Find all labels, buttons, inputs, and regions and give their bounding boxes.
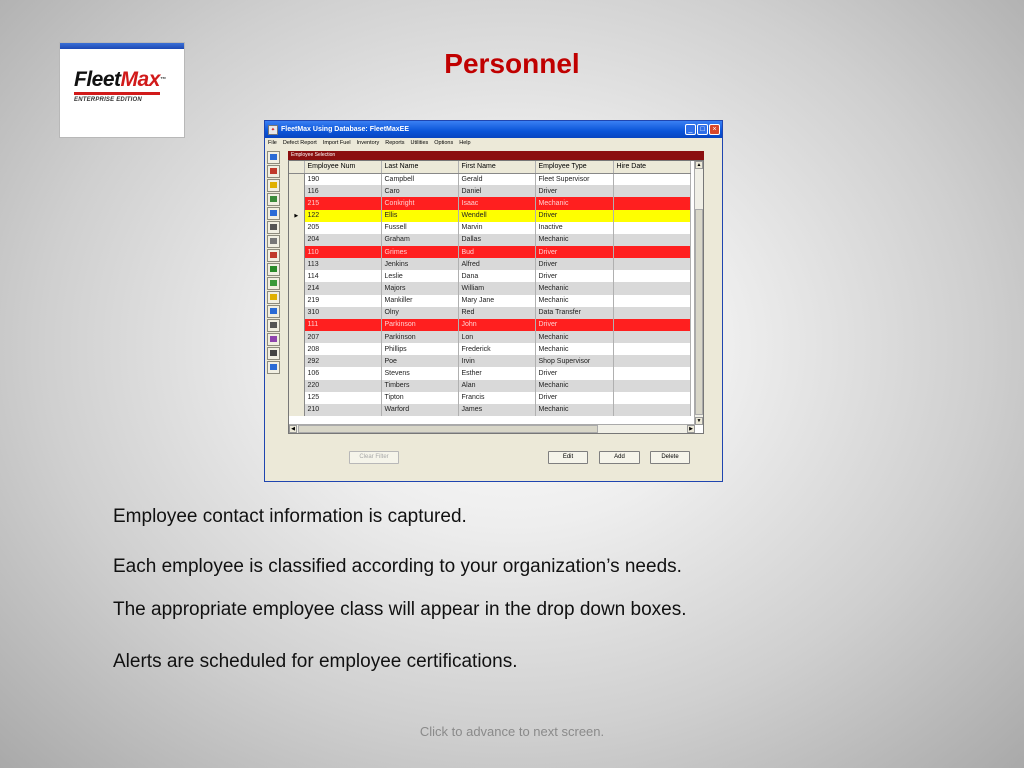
last-name-cell[interactable]: Olny [381,307,458,319]
paint-icon [270,336,277,342]
last-name-cell[interactable]: Warford [381,404,458,416]
row-selector[interactable] [289,380,304,392]
table-row[interactable] [289,197,690,209]
last-name-cell[interactable]: Jenkins [381,258,458,270]
row-selector[interactable] [289,185,304,197]
table-row[interactable] [289,210,690,222]
hire-date-cell[interactable] [613,392,690,404]
edit-button[interactable]: Edit [548,451,588,464]
panel-title: Employee Selection [288,151,704,160]
logo-brand-max: Max [120,68,160,91]
last-name-cell[interactable]: Caro [381,185,458,197]
employee-type-cell[interactable]: Driver [535,392,613,404]
table-row[interactable] [289,404,690,416]
employee-num-cell[interactable]: 190 [304,173,381,185]
form-icon [270,196,277,202]
column-header-employee-type[interactable]: Employee Type [535,161,613,173]
row-selector[interactable] [289,343,304,355]
employee-type-cell[interactable]: Mechanic [535,404,613,416]
toolbar-button[interactable] [267,361,280,374]
employee-num-cell[interactable]: 205 [304,222,381,234]
employee-type-cell[interactable]: Mechanic [535,380,613,392]
menu-help[interactable]: Help [459,140,471,146]
minimize-button[interactable]: _ [685,124,696,135]
last-name-cell[interactable]: Graham [381,234,458,246]
hire-date-cell[interactable] [613,404,690,416]
bullet-text: Alerts are scheduled for employee certifications. [113,651,518,672]
last-name-cell[interactable]: Leslie [381,270,458,282]
toolbar-button[interactable] [267,221,280,234]
vehicle-icon [270,168,277,174]
last-name-cell[interactable]: Ellis [381,210,458,222]
app-icon: ✦ [268,125,278,135]
fuel-icon [270,266,277,272]
table-row[interactable] [289,331,690,343]
menu-bar [265,138,722,148]
row-selector[interactable] [289,234,304,246]
employee-selection-panel [288,151,704,434]
first-name-cell[interactable]: Bud [458,246,535,258]
first-name-cell[interactable]: Red [458,307,535,319]
table-row[interactable] [289,343,690,355]
menu-inventory[interactable]: Inventory [356,140,380,146]
employee-num-cell[interactable]: 122 [304,210,381,222]
user-icon [270,294,277,300]
fleetmax-window [264,120,723,482]
row-selector[interactable] [289,197,304,209]
logo-subtitle: ENTERPRISE EDITION [74,97,142,103]
hire-date-cell[interactable] [613,173,690,185]
row-selector[interactable] [289,319,304,331]
employee-type-cell[interactable]: Mechanic [535,343,613,355]
employee-num-cell[interactable]: 215 [304,197,381,209]
bullet-text: The appropriate employee class will appear in the drop down boxes. [113,599,687,620]
row-selector[interactable] [289,282,304,294]
last-name-cell[interactable]: Poe [381,355,458,367]
hire-date-cell[interactable] [613,307,690,319]
bullet-text: Employee contact information is captured. [113,506,467,527]
first-name-cell[interactable]: Francis [458,392,535,404]
table-row[interactable] [289,380,690,392]
employee-type-cell[interactable]: Mechanic [535,234,613,246]
window-title: FleetMax Using Database: FleetMaxEE [281,126,409,133]
column-header-first-name[interactable]: First Name [458,161,535,173]
hire-date-cell[interactable] [613,197,690,209]
employee-type-cell[interactable]: Driver [535,270,613,282]
row-selector-header [289,161,304,173]
truck-icon [270,154,277,160]
employee-num-cell[interactable]: 204 [304,234,381,246]
first-name-cell[interactable]: Dallas [458,234,535,246]
menu-import-fuel[interactable]: Import Fuel [322,140,351,146]
table-row[interactable] [289,319,690,331]
delete-button[interactable]: Delete [650,451,690,464]
table-row[interactable] [289,392,690,404]
last-name-cell[interactable]: Campbell [381,173,458,185]
employee-num-cell[interactable]: 113 [304,258,381,270]
employee-num-cell[interactable]: 114 [304,270,381,282]
employee-num-cell[interactable]: 214 [304,282,381,294]
close-button[interactable]: × [709,124,720,135]
hire-date-cell[interactable] [613,258,690,270]
toolbar-button[interactable] [267,347,280,360]
hire-date-cell[interactable] [613,234,690,246]
table-row[interactable] [289,173,690,185]
employee-type-cell[interactable]: Mechanic [535,295,613,307]
last-name-cell[interactable]: Parkinson [381,331,458,343]
printer-icon [270,322,277,328]
employee-type-cell[interactable]: Driver [535,210,613,222]
menu-defect-report[interactable]: Defect Report [282,140,317,146]
hire-date-cell[interactable] [613,343,690,355]
employee-num-cell[interactable]: 207 [304,331,381,343]
bullet-text: Each employee is classified according to your organization’s needs. [113,556,682,577]
table-row[interactable] [289,185,690,197]
employee-type-cell[interactable]: Inactive [535,222,613,234]
employee-type-cell[interactable]: Driver [535,367,613,379]
employee-num-cell[interactable]: 210 [304,404,381,416]
first-name-cell[interactable]: William [458,282,535,294]
vertical-scroll-thumb[interactable] [695,209,703,415]
employee-grid [288,160,704,434]
table-row[interactable] [289,270,690,282]
menu-options[interactable]: Options [434,140,454,146]
window-titlebar[interactable] [265,121,722,138]
hire-date-cell[interactable] [613,355,690,367]
toolbar-button[interactable] [267,179,280,192]
employee-table [289,161,691,416]
row-selector[interactable] [289,331,304,343]
employee-num-cell[interactable]: 292 [304,355,381,367]
row-selector[interactable] [289,173,304,185]
first-name-cell[interactable]: Daniel [458,185,535,197]
table-row[interactable] [289,258,690,270]
first-name-cell[interactable]: Mary Jane [458,295,535,307]
slide-footer: Click to advance to next screen. [419,724,605,739]
last-name-cell[interactable]: Phillips [381,343,458,355]
column-header-last-name[interactable]: Last Name [381,161,458,173]
vertical-scrollbar[interactable] [694,161,703,425]
employee-num-cell[interactable]: 111 [304,319,381,331]
hire-date-cell[interactable] [613,282,690,294]
employee-type-cell[interactable]: Driver [535,258,613,270]
hire-date-cell[interactable] [613,270,690,282]
grid-icon [270,224,277,230]
table-row[interactable] [289,282,690,294]
table-body [289,173,690,416]
toolbar-button[interactable] [267,333,280,346]
exit-icon [270,364,277,370]
employee-type-cell[interactable]: Mechanic [535,331,613,343]
logo-brand-fleet: Fleet [74,68,121,91]
row-selector[interactable] [289,392,304,404]
hire-date-cell[interactable] [613,246,690,258]
first-name-cell[interactable]: Wendell [458,210,535,222]
first-name-cell[interactable]: Alfred [458,258,535,270]
first-name-cell[interactable]: Dana [458,270,535,282]
toolbar-button[interactable] [267,277,280,290]
toolbar-button[interactable] [267,193,280,206]
calendar-icon [270,210,277,216]
toolbar-button[interactable] [267,165,280,178]
toolbar-button[interactable] [267,319,280,332]
last-name-cell[interactable]: Conkright [381,197,458,209]
hire-date-cell[interactable] [613,185,690,197]
table-row[interactable] [289,355,690,367]
first-name-cell[interactable]: Esther [458,367,535,379]
employee-type-cell[interactable]: Driver [535,185,613,197]
table-row[interactable] [289,234,690,246]
last-name-cell[interactable]: Majors [381,282,458,294]
search-doc-icon [270,308,277,314]
scroll-right-arrow-icon[interactable]: ▶ [687,425,695,433]
last-name-cell[interactable]: Fussell [381,222,458,234]
window-controls [685,124,720,135]
horizontal-scrollbar[interactable] [289,424,695,433]
table-row[interactable] [289,295,690,307]
first-name-cell[interactable]: Marvin [458,222,535,234]
toolbar-button[interactable] [267,249,280,262]
horizontal-scroll-thumb[interactable] [298,425,598,433]
first-name-cell[interactable]: Gerald [458,173,535,185]
menu-reports[interactable]: Reports [385,140,405,146]
first-name-cell[interactable]: Alan [458,380,535,392]
employee-num-cell[interactable]: 106 [304,367,381,379]
row-selector[interactable] [289,222,304,234]
logo-trademark: ™ [159,77,166,83]
toolbar-button[interactable] [267,291,280,304]
employee-type-cell[interactable]: Fleet Supervisor [535,173,613,185]
first-name-cell[interactable]: James [458,404,535,416]
row-selector[interactable] [289,246,304,258]
table-row[interactable] [289,307,690,319]
row-selector[interactable] [289,307,304,319]
hire-date-cell[interactable] [613,319,690,331]
row-selector[interactable] [289,355,304,367]
employee-type-cell[interactable]: Data Transfer [535,307,613,319]
employee-type-cell[interactable]: Driver [535,246,613,258]
battery-icon [270,280,277,286]
logo-underline [74,92,160,95]
first-name-cell[interactable]: Isaac [458,197,535,209]
first-name-cell[interactable]: Frederick [458,343,535,355]
table-header-row [289,161,690,173]
table-row[interactable] [289,367,690,379]
hire-date-cell[interactable] [613,367,690,379]
last-name-cell[interactable]: Tipton [381,392,458,404]
employee-num-cell[interactable]: 125 [304,392,381,404]
menu-utilities[interactable]: Utilities [410,140,429,146]
copy-icon [270,238,277,244]
row-selector[interactable] [289,367,304,379]
first-name-cell[interactable]: Lon [458,331,535,343]
employee-num-cell[interactable]: 110 [304,246,381,258]
row-selector[interactable] [289,404,304,416]
toolbar-button[interactable] [267,207,280,220]
hire-date-cell[interactable] [613,380,690,392]
clear-filter-button[interactable]: Clear Filter [349,451,399,464]
last-name-cell[interactable]: Grimes [381,246,458,258]
employee-type-cell[interactable]: Shop Supervisor [535,355,613,367]
employee-num-cell[interactable]: 310 [304,307,381,319]
employee-num-cell[interactable]: 219 [304,295,381,307]
toolbar-button[interactable] [267,235,280,248]
table-row[interactable] [289,222,690,234]
add-button[interactable]: Add [599,451,640,464]
last-name-cell[interactable]: Stevens [381,367,458,379]
last-name-cell[interactable]: Mankiller [381,295,458,307]
scroll-left-arrow-icon[interactable]: ◀ [289,425,297,433]
toolbar-button[interactable] [267,151,280,164]
wrench-icon [270,252,277,258]
hire-date-cell[interactable] [613,210,690,222]
first-name-cell[interactable]: Irvin [458,355,535,367]
clipboard-icon [270,350,277,356]
slide-title: Personnel [444,48,580,79]
hire-date-cell[interactable] [613,331,690,343]
row-selector[interactable] [289,295,304,307]
row-selector[interactable]: ▶ [289,210,304,222]
employee-type-cell[interactable]: Mechanic [535,282,613,294]
employee-type-cell[interactable]: Mechanic [535,197,613,209]
employee-num-cell[interactable]: 208 [304,343,381,355]
employee-type-cell[interactable]: Driver [535,319,613,331]
column-header-hire-date[interactable]: Hire Date [613,161,690,173]
row-selector[interactable] [289,270,304,282]
last-name-cell[interactable]: Parkinson [381,319,458,331]
employee-num-cell[interactable]: 116 [304,185,381,197]
scroll-down-arrow-icon[interactable]: ▼ [696,418,702,424]
last-name-cell[interactable]: Timbers [381,380,458,392]
column-header-employee-num[interactable]: Employee Num [304,161,381,173]
table-row[interactable] [289,246,690,258]
side-toolbar [267,151,282,374]
toolbar-button[interactable] [267,263,280,276]
menu-file[interactable]: File [268,140,277,146]
hire-date-cell[interactable] [613,295,690,307]
employee-num-cell[interactable]: 220 [304,380,381,392]
toolbar-button[interactable] [267,305,280,318]
scroll-up-arrow-icon[interactable]: ▲ [696,162,702,168]
row-selector[interactable] [289,258,304,270]
hire-date-cell[interactable] [613,222,690,234]
maximize-button[interactable]: □ [697,124,708,135]
person-icon [270,182,277,188]
first-name-cell[interactable]: John [458,319,535,331]
